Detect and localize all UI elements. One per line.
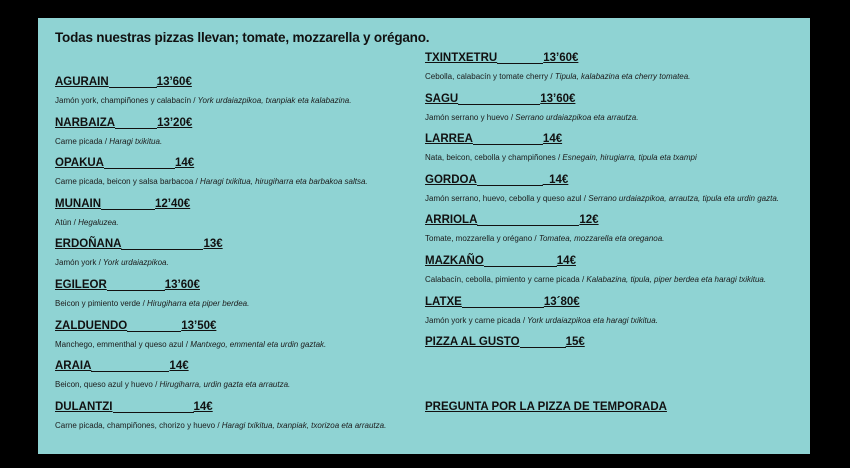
pizza-item-opakua [55, 157, 435, 198]
pizza-name: ZALDUENDO [55, 319, 128, 332]
pizza-name: NARBAIZA [55, 116, 116, 129]
pizza-description: Jamón york / York urdaiazpikoa. [55, 258, 169, 268]
pizza-description: Carne picada / Haragi txikitua. [55, 136, 163, 146]
pizza-name: LARREA [425, 133, 473, 146]
pizza-name: EGILEOR [55, 278, 107, 291]
left-column [55, 76, 435, 441]
pizza-price: 13’50€ [181, 319, 217, 332]
pizza-item-larrea [425, 133, 800, 174]
pizza-price: 13’60€ [540, 92, 576, 105]
pizza-item-al-gusto [425, 336, 800, 377]
pizza-name: SAGU [425, 92, 459, 105]
pizza-price: 14€ [169, 360, 189, 373]
pizza-description: Tomate, mozzarella y orégano / Tomatea, mozzarella eta oreganoa. [425, 234, 665, 244]
pizza-name: GORDOA [425, 173, 477, 186]
pizza-name: PIZZA AL GUSTO [425, 336, 520, 349]
pizza-item-zalduendo [55, 320, 435, 361]
pizza-description: Atún / Hegaluzea. [55, 217, 119, 227]
pizza-description: Carne picada, beicon y salsa barbacoa / Haragi txikitua, hirugiharra eta barbakoa saltsa. [55, 177, 368, 187]
pizza-name: LATXE [425, 295, 462, 308]
pizza-description: Manchego, emmenthal y queso azul / Mantxego, emmental eta urdin gaztak. [55, 339, 327, 349]
pizza-name: OPAKUA [55, 157, 104, 170]
pizza-description: Nata, beicon, cebolla y champiñones / Esnegain, hirugiarra, tipula eta txampi [425, 153, 697, 163]
pizza-description: Jamón york y carne picada / York urdaiazpikoa eta haragi txikitua. [425, 315, 658, 325]
pizza-price: 13’20€ [157, 116, 193, 129]
pizza-price: 14€ [542, 133, 563, 146]
pizza-name: DULANTZI [55, 400, 113, 413]
pizza-price: 14€ [556, 254, 576, 267]
pizza-description: Cebolla, calabacín y tomate cherry / Tipula, kalabazina eta cherry tomatea. [425, 72, 691, 81]
pizza-item-dulantzi [55, 401, 435, 442]
seasonal-pizza-note: PREGUNTA POR LA PIZZA DE TEMPORADA [425, 401, 667, 413]
pizza-price: 14€ [174, 157, 195, 170]
pizza-description: Beicon, queso azul y huevo / Hirugiharra, urdin gazta eta arrautza. [55, 380, 291, 390]
pizza-price: 13’60€ [543, 52, 579, 64]
pizza-price: 13€ [203, 238, 223, 251]
pizza-name: ARAIA [55, 360, 92, 373]
pizza-price: 12’40€ [155, 197, 191, 210]
pizza-price: 13’60€ [164, 278, 200, 291]
pizza-item-txintxetru [425, 52, 800, 93]
pizza-item-agurain [55, 76, 435, 117]
pizza-item-erdonana [55, 238, 435, 279]
pizza-description: Jamón serrano, huevo, cebolla y queso azul / Serrano urdaiazpikoa, arrautza, tipula eta urdin gazta. [425, 193, 779, 203]
pizza-item-egileor [55, 279, 435, 320]
pizza-name: MUNAIN [55, 197, 101, 210]
pizza-name: MAZKAÑO [425, 254, 484, 267]
pizza-name: AGURAIN [55, 76, 109, 88]
pizza-price: 15€ [565, 336, 585, 349]
menu-board [38, 18, 810, 454]
pizza-price: _14€ [542, 173, 569, 186]
pizza-item-araia [55, 360, 435, 401]
pizza-name: ARRIOLA [425, 214, 478, 227]
pizza-item-latxe [425, 296, 800, 337]
pizza-item-mazkano [425, 255, 800, 296]
pizza-description: Carne picada, champiñones, chorizo y huevo / Haragi txikitua, txanpiak, txorizoa eta arrautza. [55, 420, 387, 430]
pizza-price: 12€ [579, 214, 599, 227]
pizza-name: TXINTXETRU [425, 52, 498, 64]
pizza-name: ERDOÑANA [55, 238, 122, 251]
pizza-description: Beicon y pimiento verde / Hirugiharra eta piper berdea. [55, 298, 250, 308]
right-column [425, 52, 800, 377]
pizza-price: 14€ [193, 400, 213, 413]
pizza-item-munain [55, 198, 435, 239]
pizza-item-sagu [425, 93, 800, 134]
pizza-description: Jamón serrano y huevo / Serrano urdaiazpikoa eta arrautza. [425, 112, 639, 122]
pizza-description: Calabacín, cebolla, pimiento y carne picada / Kalabazina, tipula, piper berdea eta haragi txikitua. [425, 274, 767, 284]
pizza-price: 13´80€ [543, 295, 580, 308]
pizza-item-gordoa [425, 174, 800, 215]
pizza-item-arriola [425, 214, 800, 255]
pizza-description: Jamón york, champiñones y calabacín / York urdaiazpikoa, txanpiak eta kalabazina. [55, 96, 352, 105]
pizza-item-narbaiza [55, 117, 435, 158]
pizza-price: 13’60€ [156, 76, 192, 88]
menu-headline: Todas nuestras pizzas llevan; tomate, mozzarella y orégano. [55, 30, 430, 45]
